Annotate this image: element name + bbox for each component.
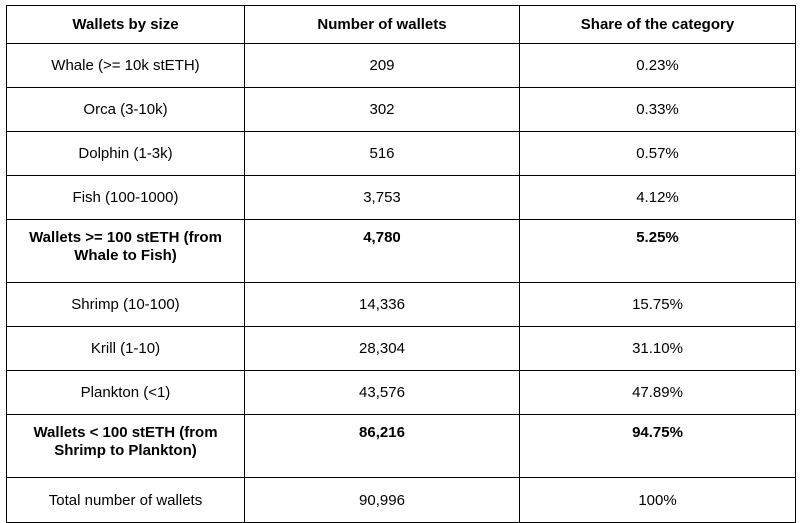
subtotal-share-cell: 94.75% <box>520 415 796 478</box>
table-row <box>7 88 796 132</box>
total-category-cell: Total number of wallets <box>7 478 245 523</box>
category-cell: Whale (>= 10k stETH) <box>7 44 245 88</box>
share-cell: 0.57% <box>520 132 796 176</box>
subtotal-count-cell: 86,216 <box>245 415 520 478</box>
count-cell: 209 <box>245 44 520 88</box>
table-row <box>7 371 796 415</box>
header-wallets-by-size: Wallets by size <box>7 6 245 44</box>
count-cell: 43,576 <box>245 371 520 415</box>
wallets-table <box>6 5 796 523</box>
table-row <box>7 132 796 176</box>
category-cell: Shrimp (10-100) <box>7 283 245 327</box>
table-row <box>7 327 796 371</box>
count-cell: 14,336 <box>245 283 520 327</box>
count-cell: 28,304 <box>245 327 520 371</box>
subtotal-row <box>7 220 796 283</box>
category-cell: Fish (100-1000) <box>7 176 245 220</box>
count-cell: 516 <box>245 132 520 176</box>
subtotal-category-cell: Wallets >= 100 stETH (from Whale to Fish) <box>7 220 245 283</box>
total-share-cell: 100% <box>520 478 796 523</box>
subtotal-count-cell: 4,780 <box>245 220 520 283</box>
category-cell: Krill (1-10) <box>7 327 245 371</box>
header-share-of-category: Share of the category <box>520 6 796 44</box>
share-cell: 0.33% <box>520 88 796 132</box>
table-row <box>7 44 796 88</box>
table-row <box>7 283 796 327</box>
count-cell: 3,753 <box>245 176 520 220</box>
count-cell: 302 <box>245 88 520 132</box>
table-header-row <box>7 6 796 44</box>
share-cell: 31.10% <box>520 327 796 371</box>
share-cell: 15.75% <box>520 283 796 327</box>
share-cell: 4.12% <box>520 176 796 220</box>
category-cell: Dolphin (1-3k) <box>7 132 245 176</box>
category-cell: Orca (3-10k) <box>7 88 245 132</box>
subtotal-share-cell: 5.25% <box>520 220 796 283</box>
share-cell: 0.23% <box>520 44 796 88</box>
total-count-cell: 90,996 <box>245 478 520 523</box>
share-cell: 47.89% <box>520 371 796 415</box>
subtotal-row <box>7 415 796 478</box>
table-row <box>7 176 796 220</box>
subtotal-category-cell: Wallets < 100 stETH (from Shrimp to Plankton) <box>7 415 245 478</box>
header-number-of-wallets: Number of wallets <box>245 6 520 44</box>
category-cell: Plankton (<1) <box>7 371 245 415</box>
